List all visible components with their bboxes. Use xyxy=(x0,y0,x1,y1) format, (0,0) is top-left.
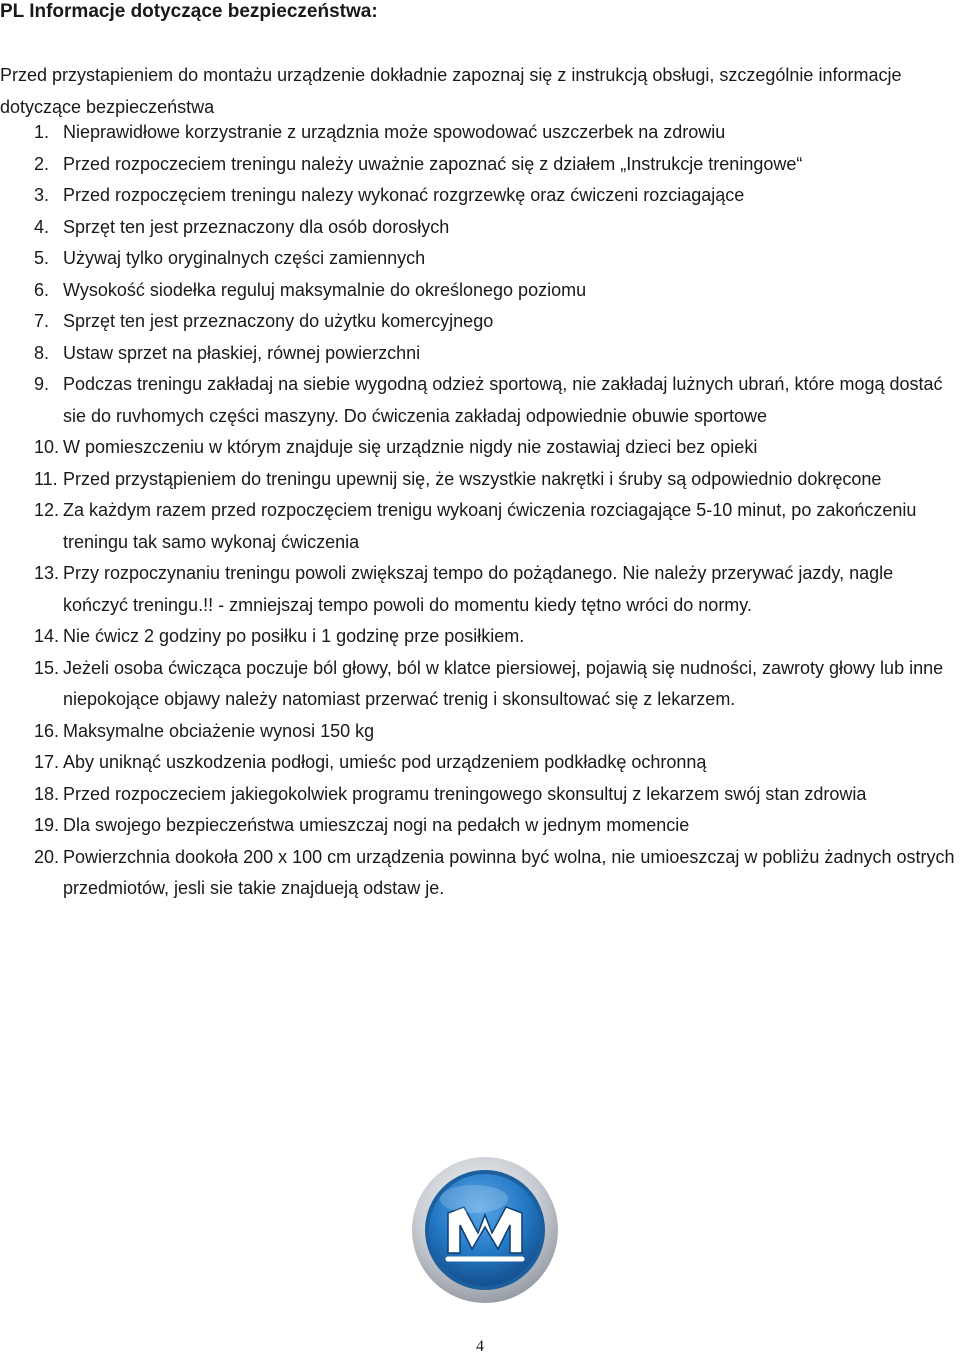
list-item-number: 18. xyxy=(34,783,60,804)
list-item xyxy=(0,621,960,653)
list-item xyxy=(0,306,960,338)
list-item-number: 20. xyxy=(34,846,60,867)
brand-logo-icon xyxy=(410,1155,560,1305)
list-item-number: 6. xyxy=(34,279,50,300)
list-item-number: 4. xyxy=(34,216,50,237)
list-item xyxy=(0,180,960,212)
list-item xyxy=(0,779,960,811)
list-item-text: Sprzęt ten jest przeznaczony do użytku komercyjnego xyxy=(63,311,494,331)
list-item-text: Przed rozpoczeciem treningu należy uważnie zapoznać się z działem „Instrukcje treningowe“ xyxy=(63,153,803,174)
intro-paragraph: Przed przystapieniem do montażu urządzenie dokładnie zapoznaj się z instrukcją obsługi, szczególnie informacje dotyczące bezpieczeństwa xyxy=(0,65,902,117)
list-item-number: 1. xyxy=(34,122,50,142)
page-title: PL Informacje dotyczące bezpieczeństwa: xyxy=(0,1,378,22)
list-item-text: Jeżeli osoba ćwicząca poczuje ból głowy, ból w klatce piersiowej, pojawią się nudności, zawroty głowy lub inne niepokojące objawy należy natomiast przerwać trenig i skonsultować się z lekarzem. xyxy=(63,657,944,709)
list-item-text: Powierzchnia dookoła 200 x 100 cm urządzenia powinna być wolna, nie umioeszczaj w pobliżu żadnych ostrych przedmiotów, jesli sie takie znajdueją odstaw je. xyxy=(63,846,955,898)
list-item-text: Ustaw sprzet na płaskiej, równej powierzchni xyxy=(63,342,421,363)
list-item xyxy=(0,243,960,275)
list-item-text: W pomieszczeniu w którym znajduje się urządznie nigdy nie zostawiaj dzieci bez opieki xyxy=(63,437,758,457)
list-item xyxy=(0,464,960,496)
list-item-number: 2. xyxy=(34,153,50,174)
list-item xyxy=(0,432,960,464)
list-item xyxy=(0,117,960,149)
list-item xyxy=(0,338,960,370)
list-item xyxy=(0,716,960,748)
list-item xyxy=(0,369,960,432)
list-item xyxy=(0,495,960,558)
list-item xyxy=(0,653,960,716)
list-item-number: 12. xyxy=(34,500,60,520)
list-item-text: Używaj tylko oryginalnych części zamiennych xyxy=(63,248,426,268)
list-item-text: Za każdym razem przed rozpoczęciem trenigu wykoanj ćwiczenia rozciagające 5-10 minut, po zakończeniu treningu tak samo wykonaj ćwiczenia xyxy=(63,500,917,552)
list-item-text: Wysokość siodełka reguluj maksymalnie do określonego poziomu xyxy=(63,279,587,300)
list-item-text: Przed przystąpieniem do treningu upewnij się, że wszystkie nakrętki i śruby są odpowiednio dokręcone xyxy=(63,468,882,489)
list-item-text: Maksymalne obciażenie wynosi 150 kg xyxy=(63,720,375,741)
list-item-text: Podczas treningu zakładaj na siebie wygodną odzież sportową, nie zakładaj lużnych ubrań, które mogą dostać sie do ruvhomych części maszyny. Do ćwiczenia zakładaj odpowiednie obuwie sportowe xyxy=(63,374,943,426)
list-item-number: 3. xyxy=(34,185,50,205)
list-item xyxy=(0,842,960,905)
list-item xyxy=(0,558,960,621)
list-item-number: 10. xyxy=(34,437,60,457)
list-item-number: 8. xyxy=(34,342,50,363)
list-item-number: 11. xyxy=(34,468,58,489)
list-item-text: Nie ćwicz 2 godziny po posiłku i 1 godzinę prze posiłkiem. xyxy=(63,626,525,646)
list-item xyxy=(0,810,960,842)
list-item-number: 7. xyxy=(34,311,50,331)
list-item-text: Nieprawidłowe korzystranie z urządznia może spowodować uszczerbek na zdrowiu xyxy=(63,122,726,142)
list-item-text: Przed rozpoczęciem treningu nalezy wykonać rozgrzewkę oraz ćwiczeni rozciagające xyxy=(63,185,745,205)
list-item-text: Aby uniknąć uszkodzenia podłogi, umieśc pod urządzeniem podkładkę ochronną xyxy=(63,752,707,772)
list-item-number: 16. xyxy=(34,720,60,741)
list-item-text: Przy rozpoczynaniu treningu powoli zwiększaj tempo do pożądanego. Nie należy przerywać jazdy, nagle kończyć treningu.!! - zmniejszaj tempo powoli do momentu kiedy tętno wróci do normy. xyxy=(63,563,894,615)
list-item-text: Dla swojego bezpieczeństwa umieszczaj nogi na pedałch w jednym momencie xyxy=(63,815,690,835)
list-item-number: 14. xyxy=(34,626,60,646)
list-item xyxy=(0,275,960,307)
list-item xyxy=(0,747,960,779)
list-item-text: Przed rozpoczeciem jakiegokolwiek programu treningowego skonsultuj z lekarzem swój stan zdrowia xyxy=(63,783,867,804)
list-item-number: 19. xyxy=(34,815,60,835)
page-number: 4 xyxy=(476,1338,484,1355)
list-item xyxy=(0,149,960,181)
list-item-number: 17. xyxy=(34,752,60,772)
list-item xyxy=(0,212,960,244)
list-item-number: 13. xyxy=(34,563,60,583)
list-item-number: 5. xyxy=(34,248,50,268)
list-item-number: 9. xyxy=(34,374,50,394)
list-item-number: 15. xyxy=(34,657,60,678)
safety-instructions-list xyxy=(0,117,960,905)
list-item-text: Sprzęt ten jest przeznaczony dla osób dorosłych xyxy=(63,216,450,237)
